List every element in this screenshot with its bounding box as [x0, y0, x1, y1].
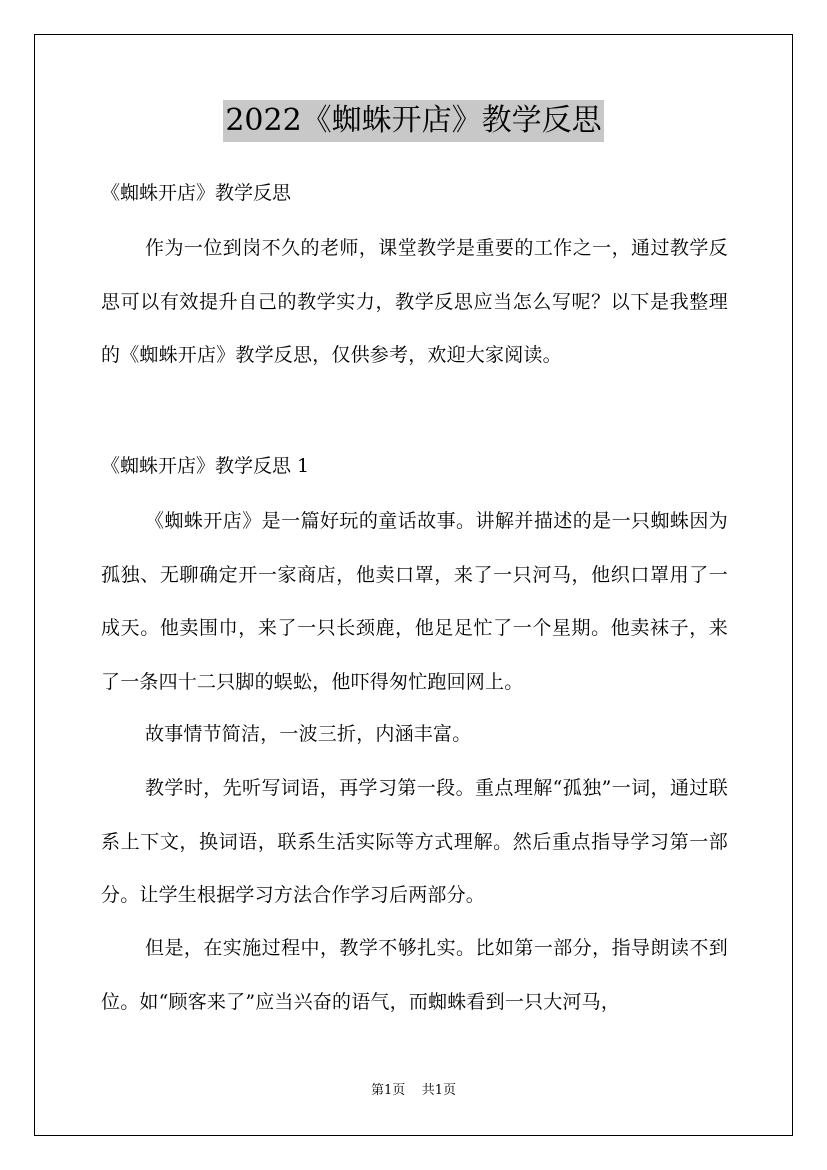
intro-paragraph: 作为一位到岗不久的老师，课堂教学是重要的工作之一，通过教学反思可以有效提升自己的教学实力，教学反思应当怎么写呢？以下是我整理的《蜘蛛开店》教学反思，仅供参考，欢迎大家阅读。: [101, 237, 728, 366]
page-number: 第1页: [370, 1083, 406, 1098]
body-paragraph-2: 故事情节简洁，一波三折，内涵丰富。: [145, 723, 472, 745]
intro-heading: 《蜘蛛开店》教学反思: [101, 182, 292, 204]
body-paragraph-4: 但是，在实施过程中，教学不够扎实。比如第一部分，指导朗读不到位。如“顾客来了”应当兴奋的语气，而蜘蛛看到一只大河马，: [101, 937, 728, 1013]
body-paragraph-1: 《蜘蛛开店》是一篇好玩的童话故事。讲解并描述的是一只蜘蛛因为孤独、无聊确定开一家商店，他卖口罩，来了一只河马，他织口罩用了一成天。他卖围巾，来了一只长颈鹿，他足足忙了一个星期。他卖袜子，来了一条四十二只脚的蜈蚣，他吓得匆忙跑回网上。: [101, 510, 728, 693]
section-heading-1: 《蜘蛛开店》教学反思 1: [101, 455, 310, 477]
page-total: 共1页: [421, 1083, 457, 1098]
page-footer: [0, 1082, 827, 1100]
title-container: [0, 100, 827, 142]
document-title: 2022《蜘蛛开店》教学反思: [223, 100, 603, 142]
body-paragraph-3: 教学时，先听写词语，再学习第一段。重点理解“孤独”一词，通过联系上下文，换词语，联系生活实际等方式理解。然后重点指导学习第一部分。让学生根据学习方法合作学习后两部分。: [101, 777, 728, 906]
